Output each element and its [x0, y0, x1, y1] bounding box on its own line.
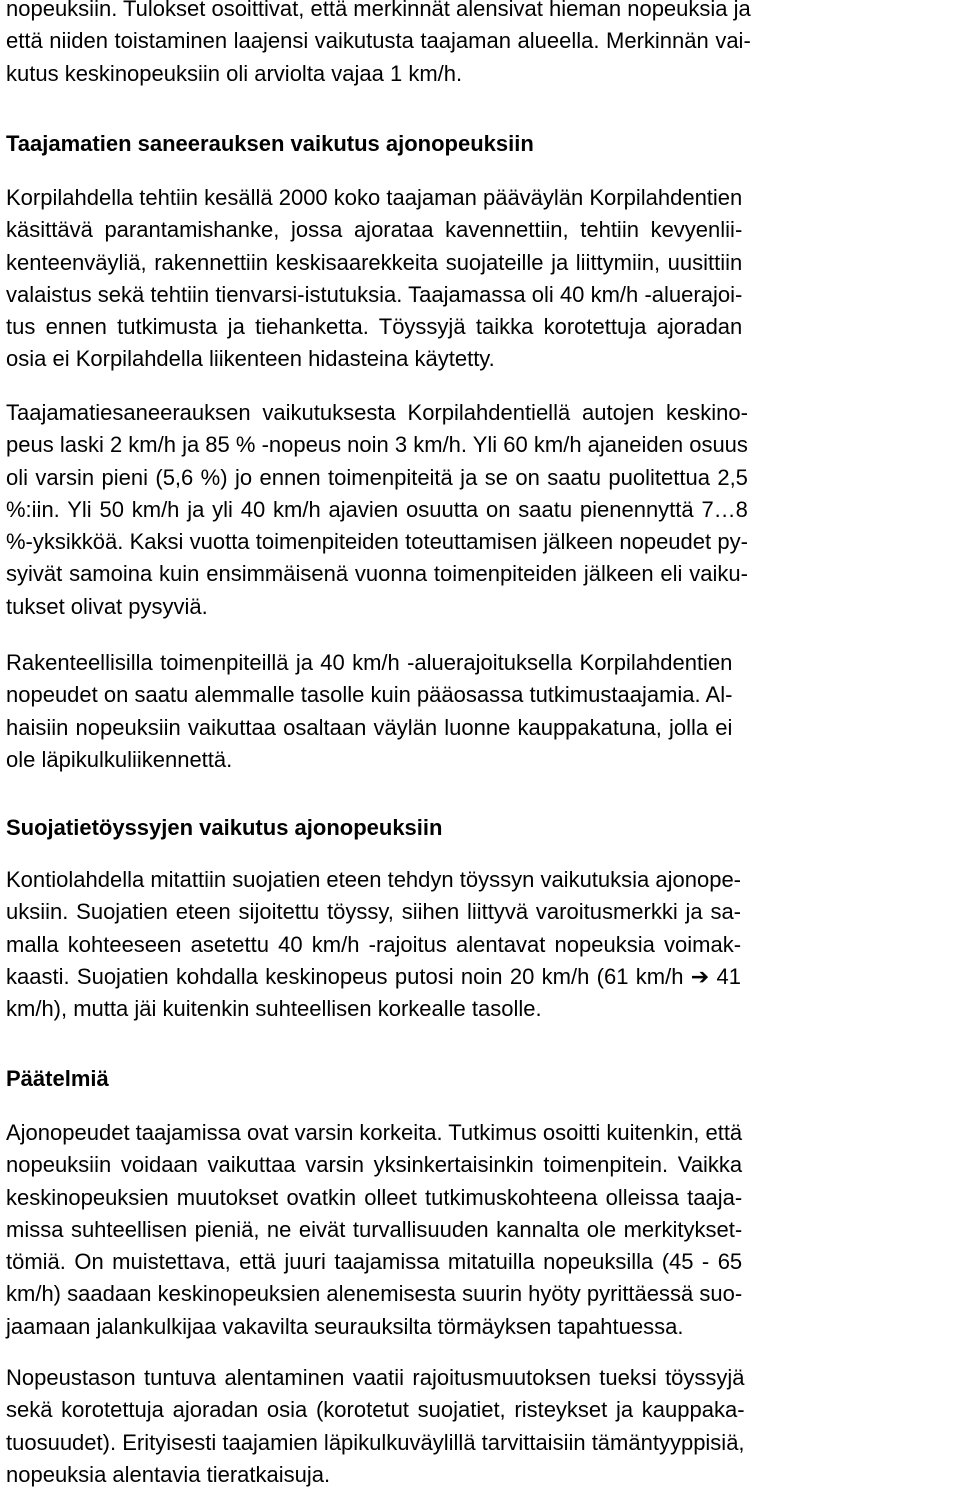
text-line: käsittävä parantamishanke, jossa ajorataa kavennettiin, tehtiin kevyenlii-: [6, 217, 743, 243]
paragraph-speed-reduction: [6, 1362, 745, 1491]
section-heading-paatelmia: Päätelmiä: [6, 1066, 109, 1091]
paragraph-structural-measures: [6, 647, 732, 776]
text-line: kenteenväyliä, rakennettiin keskisaarekkeita suojateille ja liittymiin, uusittiin: [6, 249, 743, 275]
text-line: km/h) saadaan keskinopeuksien alenemisesta suurin hyöty pyrittäessä suo-: [6, 1281, 743, 1307]
text-line: km/h), mutta jäi kuitenkin suhteellisen korkealle tasolle.: [6, 996, 542, 1022]
text-line: Ajonopeudet taajamissa ovat varsin korkeita. Tutkimus osoitti kuitenkin, että: [6, 1120, 743, 1145]
text-line: kaasti. Suojatien kohdalla keskinopeus putosi noin 20 km/h (61 km/h ➔ 41: [6, 963, 742, 989]
text-line: Kontiolahdella mitattiin suojatien eteen tehdyn töyssyn vaikutuksia ajonope-: [6, 867, 742, 892]
text-line: Rakenteellisilla toimenpiteillä ja 40 km/h -aluerajoituksella Korpilahdentien: [6, 650, 733, 675]
paragraph-speed-effects: [6, 397, 748, 623]
text-line: %:iin. Yli 50 km/h ja yli 40 km/h ajavien osuutta on saatu pienennyttä 7…8: [6, 496, 748, 522]
text-line: tömiä. On muistettava, että juuri taajamissa mitatuilla nopeuksilla (45 - 65: [6, 1249, 743, 1275]
text-line: keskinopeuksien muutokset ovatkin olleet tutkimuskohteena olleissa taaja-: [6, 1184, 743, 1210]
text-line: osia ei Korpilahdella liikenteen hidasteina käytetty.: [6, 346, 495, 372]
text-line: että niiden toistaminen laajensi vaikutusta taajaman alueella. Merkinnän vai-: [6, 28, 751, 54]
text-line: %-yksikköä. Kaksi vuotta toimenpiteiden toteuttamisen jälkeen nopeudet py-: [6, 529, 748, 555]
text-line: Korpilahdella tehtiin kesällä 2000 koko taajaman pääväylän Korpilahdentien: [6, 185, 743, 210]
text-line: Nopeustason tuntuva alentaminen vaatii rajoitusmuutoksen tueksi töyssyjä: [6, 1365, 745, 1390]
text-line: malla kohteeseen asetettu 40 km/h -rajoitus alentavat nopeuksia voimak-: [6, 931, 742, 957]
text-line: jaamaan jalankulkijaa vakavilta seurauksilta törmäyksen tapahtuessa.: [6, 1313, 684, 1339]
text-line: tukset olivat pysyviä.: [6, 593, 208, 619]
text-line: oli varsin pieni (5,6 %) jo ennen toimenpiteitä ja se on saatu puolitettua 2,5: [6, 464, 748, 490]
text-line: syivät samoina kuin ensimmäisenä vuonna toimenpiteiden jälkeen eli vaiku-: [6, 561, 748, 587]
text-line: tuosuudet). Erityisesti taajamien läpikulkuväylillä tarvittaisiin tämäntyyppisiä,: [6, 1429, 745, 1455]
text-line: valaistus sekä tehtiin tienvarsi-istutuksia. Taajamassa oli 40 km/h -aluerajoi-: [6, 281, 743, 307]
paragraph-kontiolahti: [6, 864, 741, 1025]
text-line: Taajamatiesaneerauksen vaikutuksesta Korpilahdentiellä autojen keskino-: [6, 400, 748, 425]
intro-paragraph: [6, 0, 751, 90]
text-line: ole läpikulkuliikennettä.: [6, 746, 233, 772]
section-heading-taajamatien-saneeraus: Taajamatien saneerauksen vaikutus ajonopeuksiin: [6, 131, 534, 156]
text-line: nopeuksiin. Tulokset osoittivat, että merkinnät alensivat hieman nopeuksia ja: [6, 0, 751, 21]
text-line: uksiin. Suojatien eteen sijoitettu töyssy, siihen liittyvä varoitusmerkki ja sa-: [6, 899, 742, 925]
text-line: kutus keskinopeuksiin oli arviolta vajaa 1 km/h.: [6, 60, 463, 86]
text-line: tus ennen tutkimusta ja tiehanketta. Töyssyjä taikka korotettuja ajoradan: [6, 314, 743, 340]
text-line: sekä korotettuja ajoradan osia (korotetut suojatiet, risteykset ja kauppaka-: [6, 1397, 745, 1423]
text-line: missa suhteellisen pieniä, ne eivät turvallisuuden kannalta ole merkitykset-: [6, 1216, 743, 1242]
text-line: nopeuksia alentavia tieratkaisuja.: [6, 1461, 331, 1487]
text-line: peus laski 2 km/h ja 85 % -nopeus noin 3 km/h. Yli 60 km/h ajaneiden osuus: [6, 432, 748, 458]
text-line: haisiin nopeuksiin vaikuttaa osaltaan väylän luonne kauppakatuna, jolla ei: [6, 714, 733, 740]
paragraph-conclusions: [6, 1117, 742, 1343]
text-line: nopeudet on saatu alemmalle tasolle kuin pääosassa tutkimustaajamia. Al-: [6, 682, 733, 708]
section-heading-suojatietoyssyt: Suojatietöyssyjen vaikutus ajonopeuksiin: [6, 815, 443, 840]
text-line: nopeuksiin voidaan vaikuttaa varsin yksinkertaisinkin toimenpitein. Vaikka: [6, 1152, 743, 1178]
paragraph-korpilahti-project: [6, 182, 742, 376]
